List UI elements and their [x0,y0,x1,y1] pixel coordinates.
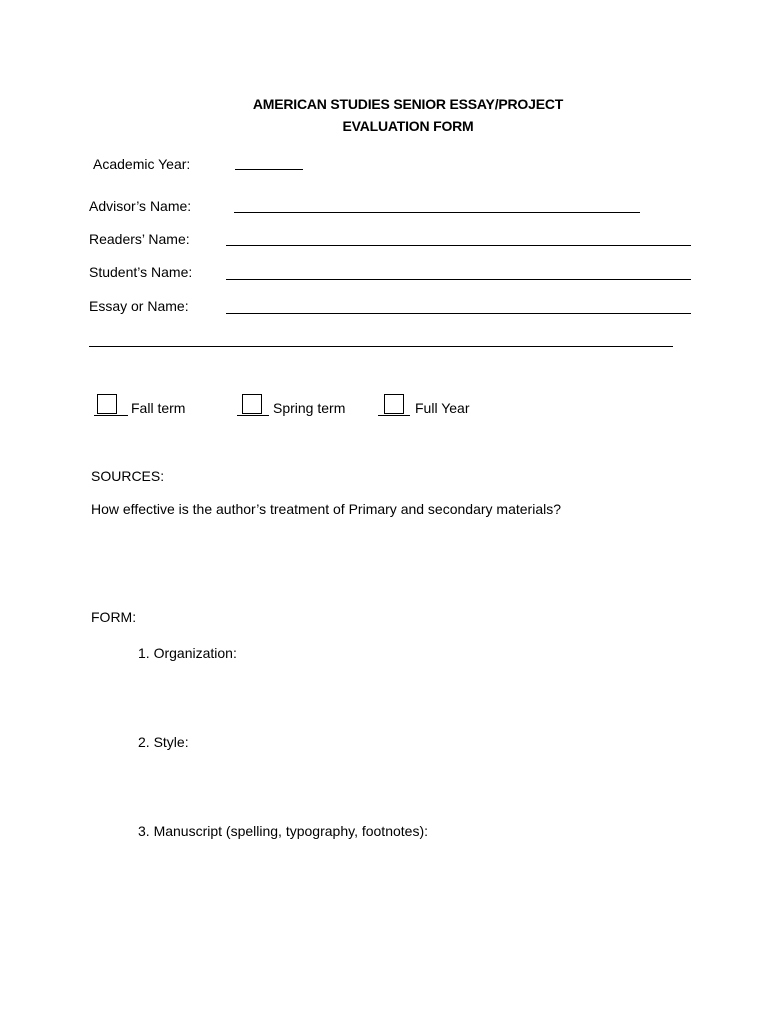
academic-year-label: Academic Year: [93,156,191,172]
fall-term-checkbox[interactable] [97,394,117,414]
full-year-underline [378,415,410,416]
essay-name-continuation-line[interactable] [89,346,673,347]
spring-term-checkbox[interactable] [242,394,262,414]
form-item-style: 2. Style: [138,734,189,750]
form-heading: FORM: [91,609,137,625]
form-title: AMERICAN STUDIES SENIOR ESSAY/PROJECT [252,96,564,112]
academic-year-field[interactable] [235,169,303,170]
spring-term-underline [237,415,269,416]
essay-name-field[interactable] [226,313,691,314]
form-subtitle: EVALUATION FORM [342,118,474,134]
full-year-checkbox[interactable] [384,394,404,414]
essay-name-label: Essay or Name: [89,298,189,314]
fall-term-label: Fall term [131,400,186,416]
full-year-label: Full Year [415,400,470,416]
students-name-field[interactable] [226,279,691,280]
fall-term-underline [94,415,128,416]
advisor-name-field[interactable] [234,212,640,213]
form-item-manuscript: 3. Manuscript (spelling, typography, footnotes): [138,823,429,839]
readers-name-label: Readers’ Name: [89,231,190,247]
form-item-organization: 1. Organization: [138,645,237,661]
students-name-label: Student’s Name: [89,264,193,280]
spring-term-label: Spring term [273,400,346,416]
readers-name-field[interactable] [226,245,691,246]
sources-heading: SOURCES: [91,468,165,484]
sources-question: How effective is the author’s treatment of Primary and secondary materials? [91,501,561,517]
advisor-name-label: Advisor’s Name: [89,198,192,214]
